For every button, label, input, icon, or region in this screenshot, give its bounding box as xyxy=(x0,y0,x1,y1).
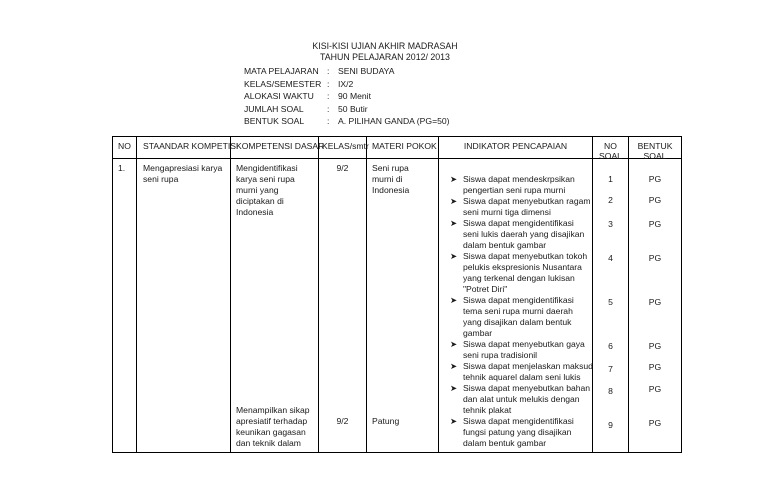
col-divider xyxy=(230,136,231,453)
kompetensi-dasar-text: Indonesia xyxy=(236,207,274,217)
bentuk-soal: PG xyxy=(648,219,662,229)
materi-pokok-text: Patung xyxy=(372,416,400,426)
bentuk-soal: PG xyxy=(648,341,662,351)
col-header-bentuk-soal: SOAL xyxy=(643,151,667,161)
meta-label: JUMLAH SOAL xyxy=(244,104,304,114)
soal-number: 4 xyxy=(608,253,613,263)
soal-number: 3 xyxy=(608,219,613,229)
indicator-text: Siswa dapat mengidentifikasi xyxy=(463,295,574,305)
meta-label: BENTUK SOAL xyxy=(244,116,305,126)
indicator-text: yang terkenal dengan lukisan xyxy=(463,273,575,283)
kompetensi-dasar-text: Mengidentifikasi xyxy=(236,163,298,173)
col-header-kelas: KELAS/smtr xyxy=(322,141,369,151)
bentuk-soal: PG xyxy=(648,384,662,394)
soal-number: 2 xyxy=(608,195,613,205)
soal-number: 5 xyxy=(608,297,613,307)
col-divider xyxy=(318,136,319,453)
kompetensi-dasar-text: keunikan gagasan xyxy=(236,427,306,437)
kompetensi-dasar-text: Menampilkan sikap xyxy=(236,405,310,415)
indicator-text: Siswa dapat menyebutkan tokoh xyxy=(463,251,588,261)
meta-label: KELAS/SEMESTER xyxy=(244,79,322,89)
kompetensi-dasar-text: dan teknik dalam xyxy=(236,438,301,448)
indicator-text: tehnik plakat xyxy=(463,405,512,415)
bentuk-soal: PG xyxy=(648,195,662,205)
indicator-text: Siswa dapat menyebutkan gaya xyxy=(463,339,585,349)
indicator-text: Siswa dapat menjelaskan maksud xyxy=(463,361,593,371)
bullet-arrow-icon: ➤ xyxy=(450,196,458,206)
meta-value: 90 Menit xyxy=(338,91,371,101)
bullet-arrow-icon: ➤ xyxy=(450,174,458,184)
standar-kompetensi-text: seni rupa xyxy=(143,174,179,184)
meta-value: SENI BUDAYA xyxy=(338,66,395,76)
doc-subtitle: TAHUN PELAJARAN 2012/ 2013 xyxy=(320,52,450,62)
meta-sep: : xyxy=(327,91,330,101)
indicator-text: Siswa dapat menyebutkan ragam xyxy=(463,196,591,206)
soal-number: 8 xyxy=(608,386,613,396)
meta-sep: : xyxy=(327,116,330,126)
bentuk-soal: PG xyxy=(648,362,662,372)
indicator-text: fungsi patung yang disajikan xyxy=(463,427,572,437)
indicator-text: dalam bentuk gambar xyxy=(463,438,547,448)
kompetensi-dasar-text: apresiatif terhadap xyxy=(236,416,308,426)
indicator-text: Siswa dapat mendeskrpsikan xyxy=(463,174,575,184)
col-header-materi-pokok: MATERI POKOK xyxy=(372,141,437,151)
meta-sep: : xyxy=(327,104,330,114)
bentuk-soal: PG xyxy=(648,174,662,184)
bullet-arrow-icon: ➤ xyxy=(450,416,458,426)
bullet-arrow-icon: ➤ xyxy=(450,295,458,305)
col-header-standar-kompetensi: STAANDAR KOMPETISI xyxy=(143,141,239,151)
soal-number: 1 xyxy=(608,174,613,184)
bullet-arrow-icon: ➤ xyxy=(450,218,458,228)
indicator-text: Siswa dapat menyebutkan bahan xyxy=(463,383,591,393)
col-header-kompetensi-dasar: KOMPETENSI DASAR xyxy=(236,141,325,151)
meta-label: ALOKASI WAKTU xyxy=(244,91,314,101)
doc-title: KISI-KISI UJIAN AKHIR MADRASAH xyxy=(312,41,458,51)
kelas-value: 9/2 xyxy=(336,416,349,426)
meta-sep: : xyxy=(327,66,330,76)
indicator-text: tehnik aquarel dalam seni lukis xyxy=(463,372,581,382)
soal-number: 7 xyxy=(608,364,613,374)
bullet-arrow-icon: ➤ xyxy=(450,251,458,261)
indicator-text: seni lukis daerah yang disajikan xyxy=(463,229,585,239)
col-header-indikator: INDIKATOR PENCAPAIAN xyxy=(463,141,568,151)
col-header-no: NO xyxy=(118,141,131,151)
bullet-arrow-icon: ➤ xyxy=(450,383,458,393)
bullet-arrow-icon: ➤ xyxy=(450,361,458,371)
indicator-text: gambar xyxy=(463,328,493,338)
col-header-no-soal: NO xyxy=(604,141,617,151)
indicator-text: pelukis ekspresionis Nusantara xyxy=(463,262,582,272)
kompetensi-dasar-text: diciptakan di xyxy=(236,196,284,206)
indicator-text: dalam bentuk gambar xyxy=(463,240,547,250)
indicator-text: yang disajikan dalam bentuk xyxy=(463,317,572,327)
indicator-text: Siswa dapat mengidentifikasi xyxy=(463,416,574,426)
meta-sep: : xyxy=(327,79,330,89)
materi-pokok-text: Seni rupa xyxy=(372,163,409,173)
col-divider xyxy=(681,136,682,453)
bentuk-soal: PG xyxy=(648,297,662,307)
indicator-text: tema seni rupa murni daerah xyxy=(463,306,573,316)
materi-pokok-text: Indonesia xyxy=(372,185,410,195)
indicator-text: pengertian seni rupa murni xyxy=(463,185,566,195)
kelas-value: 9/2 xyxy=(336,163,349,173)
col-divider xyxy=(136,136,137,453)
kompetensi-dasar-text: karya seni rupa xyxy=(236,174,295,184)
col-divider xyxy=(438,136,439,453)
col-divider xyxy=(366,136,367,453)
row-number: 1. xyxy=(118,163,126,173)
col-divider xyxy=(112,136,113,453)
meta-value: 50 Butir xyxy=(338,104,368,114)
meta-value: IX/2 xyxy=(338,79,354,89)
meta-label: MATA PELAJARAN xyxy=(244,66,319,76)
standar-kompetensi-text: Mengapresiasi karya xyxy=(143,163,223,173)
table-bottom-border xyxy=(112,452,682,453)
soal-number: 9 xyxy=(608,420,613,430)
meta-value: A. PILIHAN GANDA (PG=50) xyxy=(338,116,450,126)
table-top-border xyxy=(112,136,682,137)
kompetensi-dasar-text: murni yang xyxy=(236,185,279,195)
indicator-text: seni murni tiga dimensi xyxy=(463,207,551,217)
indicator-text: Siswa dapat mengidentifikasi xyxy=(463,218,574,228)
soal-number: 6 xyxy=(608,341,613,351)
materi-pokok-text: murni di xyxy=(372,174,403,184)
col-header-bentuk-soal: BENTUK xyxy=(637,141,673,151)
col-header-no-soal: SOAL xyxy=(599,151,622,161)
indicator-text: "Potret Diri" xyxy=(463,284,508,294)
bullet-arrow-icon: ➤ xyxy=(450,339,458,349)
indicator-text: seni rupa tradisionil xyxy=(463,350,538,360)
bentuk-soal: PG xyxy=(648,253,662,263)
indicator-text: dan alat untuk melukis dengan xyxy=(463,394,580,404)
bentuk-soal: PG xyxy=(648,418,662,428)
